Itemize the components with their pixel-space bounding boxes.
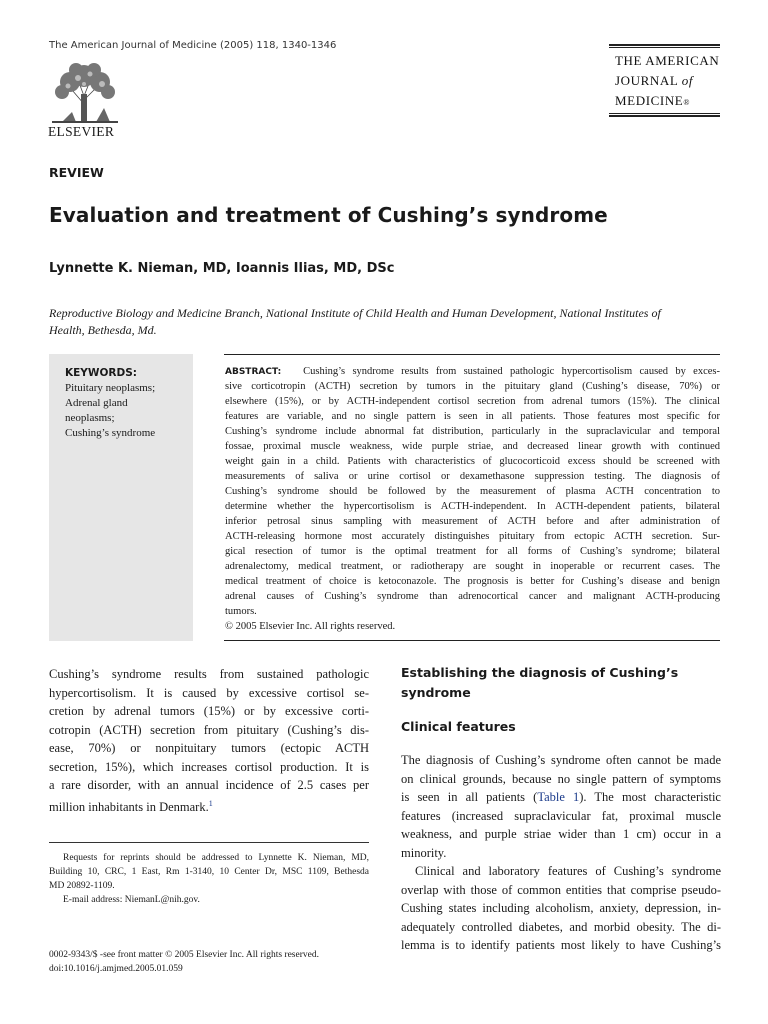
keywords-box <box>49 354 193 641</box>
body-line <box>49 795 369 817</box>
reference-link[interactable]: 1 <box>208 798 213 808</box>
footnote-line: Requests for reprints should be addressed to Lynnette K. Nieman, MD, <box>63 853 369 863</box>
journal-logo-registered-mark: ® <box>683 98 691 107</box>
footnote-line: MD 20892-1109. <box>49 881 115 891</box>
abstract-line: adrenal causes of Cushing’s syndrome than adrenocortical cancer and malignant ACTH-producing <box>225 591 720 602</box>
journal-logo-bottom-rule <box>609 113 720 117</box>
body-line: features (increased supraclavicular fat, proximal muscle <box>401 808 721 823</box>
abstract-copyright: © 2005 Elsevier Inc. All rights reserved. <box>225 621 396 632</box>
subsection-heading: Clinical features <box>401 719 516 734</box>
abstract-line: Cushing’s syndrome should be followed by the measurement of plasma ACTH concentration to <box>225 486 720 497</box>
abstract-line: sive corticotropin (ACTH) secretion by tumors in the pituitary gland (Cushing’s disease, 70%) or <box>225 381 720 392</box>
body-line: lemma is to identify patients most likely to have Cushing’s <box>401 938 721 952</box>
front-matter: 0002-9343/$ -see front matter © 2005 Elsevier Inc. All rights reserved. <box>49 950 319 960</box>
abstract-line <box>225 364 720 380</box>
abstract-line-text: Cushing’s syndrome results from sustained pathologic hypercortisolism caused by exces- <box>303 366 720 377</box>
abstract-line: features are variable, and no single pattern is seen in all patients. Those features most specific for <box>225 411 720 422</box>
body-line: overlap with those of common entities that comprise pseudo- <box>401 882 721 897</box>
body-line: minority. <box>401 845 447 860</box>
body-line: Clinical and laboratory features of Cushing’s syndrome <box>415 864 721 878</box>
article-title: Evaluation and treatment of Cushing’s syndrome <box>49 203 608 227</box>
keyword-item: neoplasms; <box>65 412 115 424</box>
body-line: cretion by adrenal tumors (15%) or by excessive corti- <box>49 704 369 718</box>
body-line <box>401 788 721 807</box>
body-line: Cushing states including alcoholism, anxiety, depression, in- <box>401 901 721 915</box>
journal-logo-line3-text: MEDICINE <box>615 93 684 108</box>
publisher-name: ELSEVIER <box>48 124 115 139</box>
keyword-item: Cushing’s syndrome <box>65 427 156 439</box>
table-link[interactable]: Table 1 <box>537 790 580 804</box>
journal-logo-top-rule <box>609 44 720 48</box>
keywords-heading: KEYWORDS: <box>65 367 137 379</box>
body-line: adequately controlled diabetes, and morbid obesity. The di- <box>401 919 721 934</box>
journal-logo-line1: THE AMERICAN <box>615 53 720 68</box>
keyword-item: Adrenal gland <box>65 397 128 409</box>
journal-logo <box>609 44 720 117</box>
body-line-text: million inhabitants in Denmark. <box>49 799 209 814</box>
body-line: on clinical grounds, because no single pattern of symptoms <box>401 771 721 786</box>
body-line: weakness, and purple striae wider than 1 cm) occur in a <box>401 827 721 841</box>
abstract-line: tumors. <box>225 606 257 617</box>
elsevier-tree-logo <box>48 60 122 124</box>
body-line: Cushing’s syndrome results from sustained pathologic <box>49 667 369 681</box>
body-line: ease, 70%) or nonpituitary tumors (ectopic ACTH <box>49 741 369 755</box>
doi[interactable]: doi:10.1016/j.amjmed.2005.01.059 <box>49 964 183 974</box>
body-line-text: is seen in all patients ( <box>401 790 538 804</box>
journal-logo-line2 <box>615 73 693 89</box>
body-line: hypercortisolism. It is caused by excessive cortisol se- <box>49 685 369 700</box>
footnote-email: E-mail address: NiemanL@nih.gov. <box>63 895 200 905</box>
abstract-line: inferior petrosal sinus sampling with measurement of ACTH before and after administration of <box>225 516 720 527</box>
abstract-label: ABSTRACT: <box>225 367 282 377</box>
journal-logo-line2-a: JOURNAL <box>615 73 682 88</box>
author-list: Lynnette K. Nieman, MD, Ioannis Ilias, MD, DSc <box>49 261 395 276</box>
journal-citation: The American Journal of Medicine (2005) 118, 1340-1346 <box>49 40 337 51</box>
body-line: cotropin (ACTH) secretion from pituitary (Cushing’s dis- <box>49 722 369 737</box>
abstract-line: weight gain in a child. Patients with characteristics of glucocorticoid excess should be screened with <box>225 456 720 467</box>
body-line-text: ). The most characteristic <box>579 790 721 804</box>
section-label: REVIEW <box>49 165 104 180</box>
abstract-line: determine whether the hypercortisolism is ACTH-independent. In ACTH-dependent patients, bilateral <box>225 501 720 512</box>
body-line: a rare disorder, with an annual incidence of 2.5 cases per <box>49 778 369 792</box>
body-line: The diagnosis of Cushing’s syndrome often cannot be made <box>401 753 721 767</box>
affiliation: Reproductive Biology and Medicine Branch, National Institute of Child Health and Human Development, National Institutes of Health, Bethesda, Md. <box>49 306 661 337</box>
journal-logo-line2-b: of <box>681 73 694 88</box>
section-heading: syndrome <box>401 685 471 700</box>
abstract-line: adrenalectomy, medical treatment, or radiotherapy are sought in inoperable or recurrent cases. The <box>225 561 720 572</box>
abstract-line: medical treatment of choice is ketoconazole. The prognosis is better for Cushing’s disease and benign <box>225 576 720 587</box>
abstract-top-rule <box>224 354 720 355</box>
abstract-line: measurements of saliva or urine cortisol or dexamethasone suppression testing. The diagnosis of <box>225 471 720 482</box>
abstract-bottom-rule <box>224 640 720 641</box>
section-heading: Establishing the diagnosis of Cushing’s <box>401 665 679 680</box>
footnote-rule <box>49 842 369 843</box>
journal-logo-line3 <box>615 93 690 109</box>
abstract-line: fossae, proximal muscle weakness, wide purple striae, and decreased linear growth with continued <box>225 441 720 452</box>
keyword-item: Pituitary neoplasms; <box>65 382 156 394</box>
abstract-line: gical resection of tumor is the optimal treatment for all forms of Cushing’s syndrome; bilateral <box>225 546 720 557</box>
body-line: secretion, 15%), which increases cortisol production. It is <box>49 759 369 774</box>
abstract-line: Cushing’s syndrome include abnormal fat distribution, particularly in the supraclavicular and temporal <box>225 426 720 437</box>
abstract-line: elsewhere (15%), or by ACTH-independent cortisol secretion from adrenal tumors (15%). The clinical <box>225 396 720 407</box>
abstract-line: ACTH-releasing hormone most accurately distinguishes pituitary from ectopic ACTH secretion. Sur- <box>225 531 720 542</box>
footnote-line: Building 10, CRC, 1 East, Rm 1-3140, 10 Center Dr, MSC 1109, Bethesda <box>49 867 369 877</box>
